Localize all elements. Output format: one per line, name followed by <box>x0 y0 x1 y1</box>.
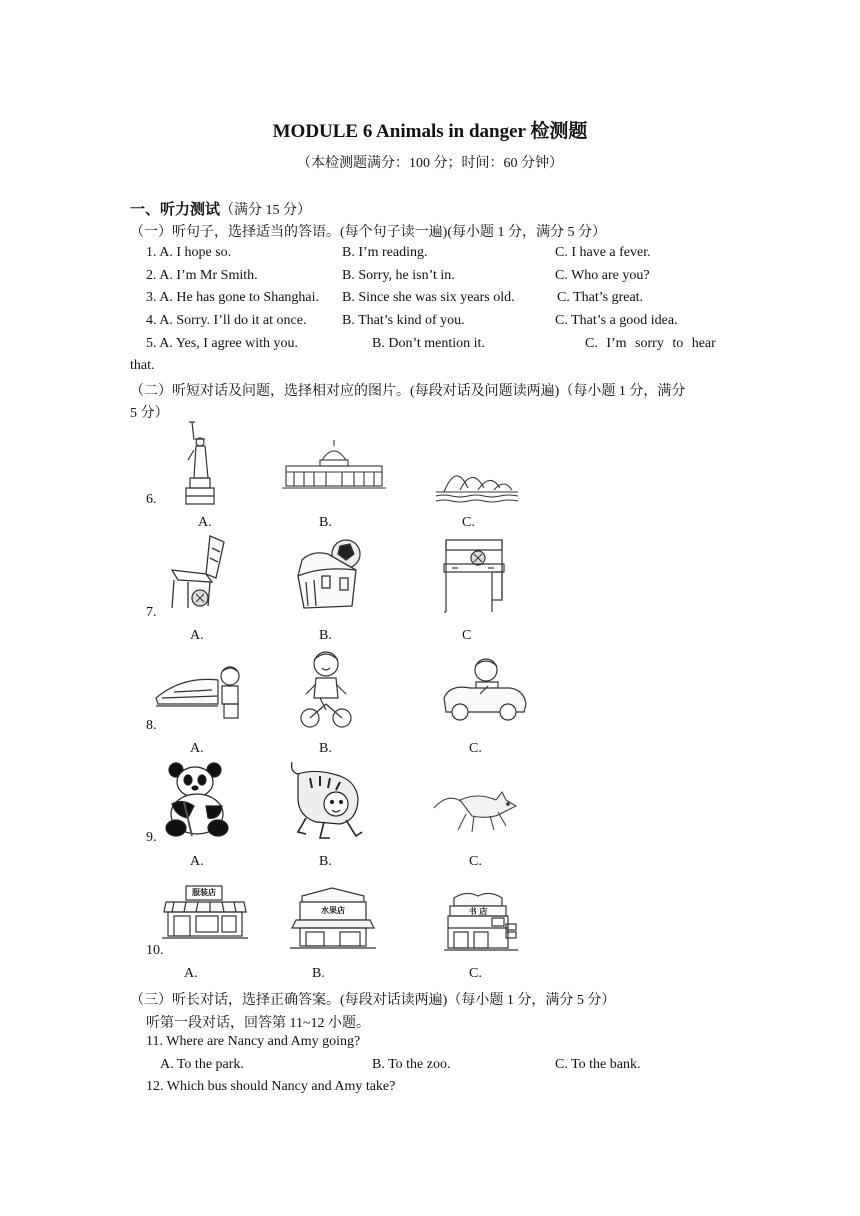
q8-label-a: A. <box>190 741 204 756</box>
page-subtitle: （本检测题满分：100 分；时间：60 分钟） <box>297 156 563 171</box>
q1-option-b: B. I’m reading. <box>342 245 428 260</box>
fruit-shop-icon <box>288 886 378 950</box>
q10-number: 10. <box>146 943 164 958</box>
opera-house-icon <box>434 458 520 504</box>
clothes-shop-icon <box>162 884 248 940</box>
q7-label-b: B. <box>319 628 332 643</box>
q5-option-a: 5. A. Yes, I agree with you. <box>146 336 299 351</box>
q2-option-b: B. Sorry, he isn’t in. <box>342 268 455 283</box>
q9-label-c: C. <box>469 854 482 869</box>
q8-label-c: C. <box>469 741 482 756</box>
q7-label-c: C <box>462 628 472 643</box>
q4-option-b: B. That’s kind of you. <box>342 313 465 328</box>
q4-option-c: C. That’s a good idea. <box>555 313 678 328</box>
q10-label-a: A. <box>184 966 198 981</box>
q6-label-c: C. <box>462 515 475 530</box>
section-title: 一、听力测试 <box>130 200 221 218</box>
q6-number: 6. <box>146 492 157 507</box>
bookstore-sign: 书 店 <box>468 907 488 916</box>
section-heading <box>130 198 311 219</box>
q12-question: 12. Which bus should Nancy and Amy take? <box>146 1079 396 1094</box>
part2-instruction-cont: 5 分） <box>130 406 169 421</box>
q8-number: 8. <box>146 718 157 733</box>
q2-option-a: 2. A. I’m Mr Smith. <box>146 268 258 283</box>
q6-label-b: B. <box>319 515 332 530</box>
clothes-shop-sign: 服装店 <box>192 888 216 897</box>
q10-label-b: B. <box>312 966 325 981</box>
q5-option-b: B. Don’t mention it. <box>372 336 485 351</box>
q1-option-a: 1. A. I hope so. <box>146 245 232 260</box>
q11-option-c: C. To the bank. <box>555 1057 641 1072</box>
desk-ball-icon <box>440 536 508 616</box>
q6-label-a: A. <box>198 515 212 530</box>
q9-label-a: A. <box>190 854 204 869</box>
section-score: （满分 15 分） <box>220 203 312 218</box>
q9-number: 9. <box>146 830 157 845</box>
q9-label-b: B. <box>319 854 332 869</box>
q2-option-c: C. Who are you? <box>555 268 650 283</box>
fruit-shop-sign: 水果店 <box>321 906 345 915</box>
q11-option-a: A. To the park. <box>160 1057 244 1072</box>
q3-option-c: C. That’s great. <box>557 290 644 305</box>
fox-icon <box>432 778 520 834</box>
part3-intro: 听第一段对话，回答第 11~12 小题。 <box>146 1016 371 1031</box>
q4-option-a: 4. A. Sorry. I’ll do it at once. <box>146 313 307 328</box>
q11-option-b: B. To the zoo. <box>372 1057 451 1072</box>
q5-option-c: C. I’m sorry to hear <box>585 336 716 351</box>
q3-option-b: B. Since she was six years old. <box>342 290 515 305</box>
capitol-building-icon <box>282 438 386 490</box>
q5-option-c-cont: that. <box>130 358 155 373</box>
q11-question: 11. Where are Nancy and Amy going? <box>146 1034 361 1049</box>
q3-option-a: 3. A. He has gone to Shanghai. <box>146 290 320 305</box>
q7-label-a: A. <box>190 628 204 643</box>
q8-label-b: B. <box>319 741 332 756</box>
statue-of-liberty-icon <box>178 420 218 506</box>
part2-instruction: （二）听短对话及问题，选择相对应的图片。(每段对话及问题读两遍)（每小题 1 分，满分 <box>130 384 686 399</box>
tiger-icon <box>286 758 366 844</box>
panda-icon <box>162 762 232 838</box>
q1-option-c: C. I have a fever. <box>555 245 651 260</box>
page-title: MODULE 6 Animals in danger 检测题 <box>272 121 588 142</box>
part1-instruction: （一）听句子，选择适当的答语。(每个句子读一遍)(每小题 1 分，满分 5 分） <box>130 225 606 240</box>
chair-ball-icon <box>166 534 230 610</box>
part3-instruction: （三）听长对话，选择正确答案。(每段对话读两遍)（每小题 1 分，满分 5 分） <box>130 993 616 1008</box>
boy-train-icon <box>152 662 244 720</box>
boy-car-icon <box>440 654 528 726</box>
q7-number: 7. <box>146 605 157 620</box>
schoolbag-ball-icon <box>292 536 364 612</box>
bookstore-icon <box>444 888 518 952</box>
q10-label-c: C. <box>469 966 482 981</box>
boy-bike-icon <box>294 648 358 732</box>
